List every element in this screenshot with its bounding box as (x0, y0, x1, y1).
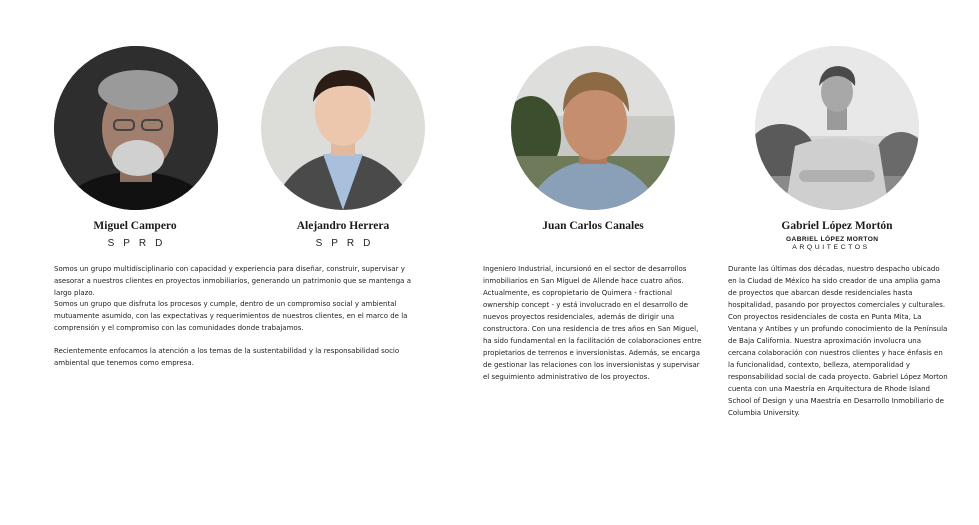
person-name: Miguel Campero (93, 220, 177, 232)
portrait-photo (755, 46, 919, 210)
portrait-gabriel-lopez-morton (755, 46, 919, 210)
portrait-photo (511, 46, 675, 210)
sprd-paragraph-2: Somos un grupo que disfruta los procesos y cumple, dentro de un compromiso social y ambiental mutuamente asumido, con las expectativas y requerimientos de nuestros clientes, en el marco de la comprensión y el compromiso con las comunidades donde trabajamos. (54, 300, 408, 332)
person-name: Juan Carlos Canales (542, 220, 644, 232)
gabriel-bio: Durante las últimas dos décadas, nuestro despacho ubicado en la Ciudad de México ha sido creador de una amplia gama de proyectos que abarcan desde residenciales hasta hospitalidad, pasando por proyectos comerciales y culturales. Con proyectos residenciales de costa en Punta Mita, La Ventana y Antibes y un profundo conocimiento de la Península de Baja California. Nuestra aproximación involucra una cercana colaboración con nuestros clientes y hace énfasis en la funcionalidad, contexto, belleza, atemporalidad y responsabilidad social de cada proyecto. Gabriel López Morton cuenta con una Maestría en Arquitectura de Rhode Island School of Design y una Maestría en Desarrollo Inmobiliario de Columbia University. (728, 265, 948, 417)
firm-label: SPRD (107, 238, 172, 249)
portrait-juan-carlos-canales (511, 46, 675, 210)
portrait-alejandro-herrera (261, 46, 425, 210)
portrait-photo (261, 46, 425, 210)
juan-carlos-bio: Ingeniero Industrial, incursionó en el sector de desarrollos inmobiliarios en San Miguel de Allende hace cuatro años. Actualmente, es copropietario de Quimera - fractional ownership concept - y está involucrado en el desarrollo de nuevos proyectos residenciales, además de dirigir una constructora. Con una residencia de tres años en San Miguel, ha sido fundamental en la facilitación de colaboraciones entre propietarios de terrenos e inversionistas. Además, se encarga de gestionar las relaciones con los inversionistas y supervisar el seguimiento administrativo de los proyectos. (483, 265, 702, 381)
sprd-paragraph-1: Somos un grupo multidisciplinario con capacidad y experiencia para diseñar, construir, supervisar y asesorar a nuestros clientes en proyectos inmobiliarios, generando un patrimonio que se mantenga a largo plazo. (54, 265, 411, 297)
firm-label: SPRD (315, 238, 380, 249)
logo-line-2: ARQUITECTOS (792, 244, 870, 251)
sprd-paragraph-3: Recientemente enfocamos la atención a los temas de la sustentabilidad y la responsabilidad socio ambiental que tenemos como empresa. (54, 347, 400, 367)
gabriel-lopez-morton-logo (786, 236, 879, 252)
portrait-photo (54, 46, 218, 210)
logo-line-1: GABRIEL LÓPEZ MORTON (786, 236, 879, 243)
portrait-miguel-campero (54, 46, 218, 210)
person-name: Gabriel López Mortón (781, 220, 893, 232)
person-name: Alejandro Herrera (296, 220, 390, 232)
